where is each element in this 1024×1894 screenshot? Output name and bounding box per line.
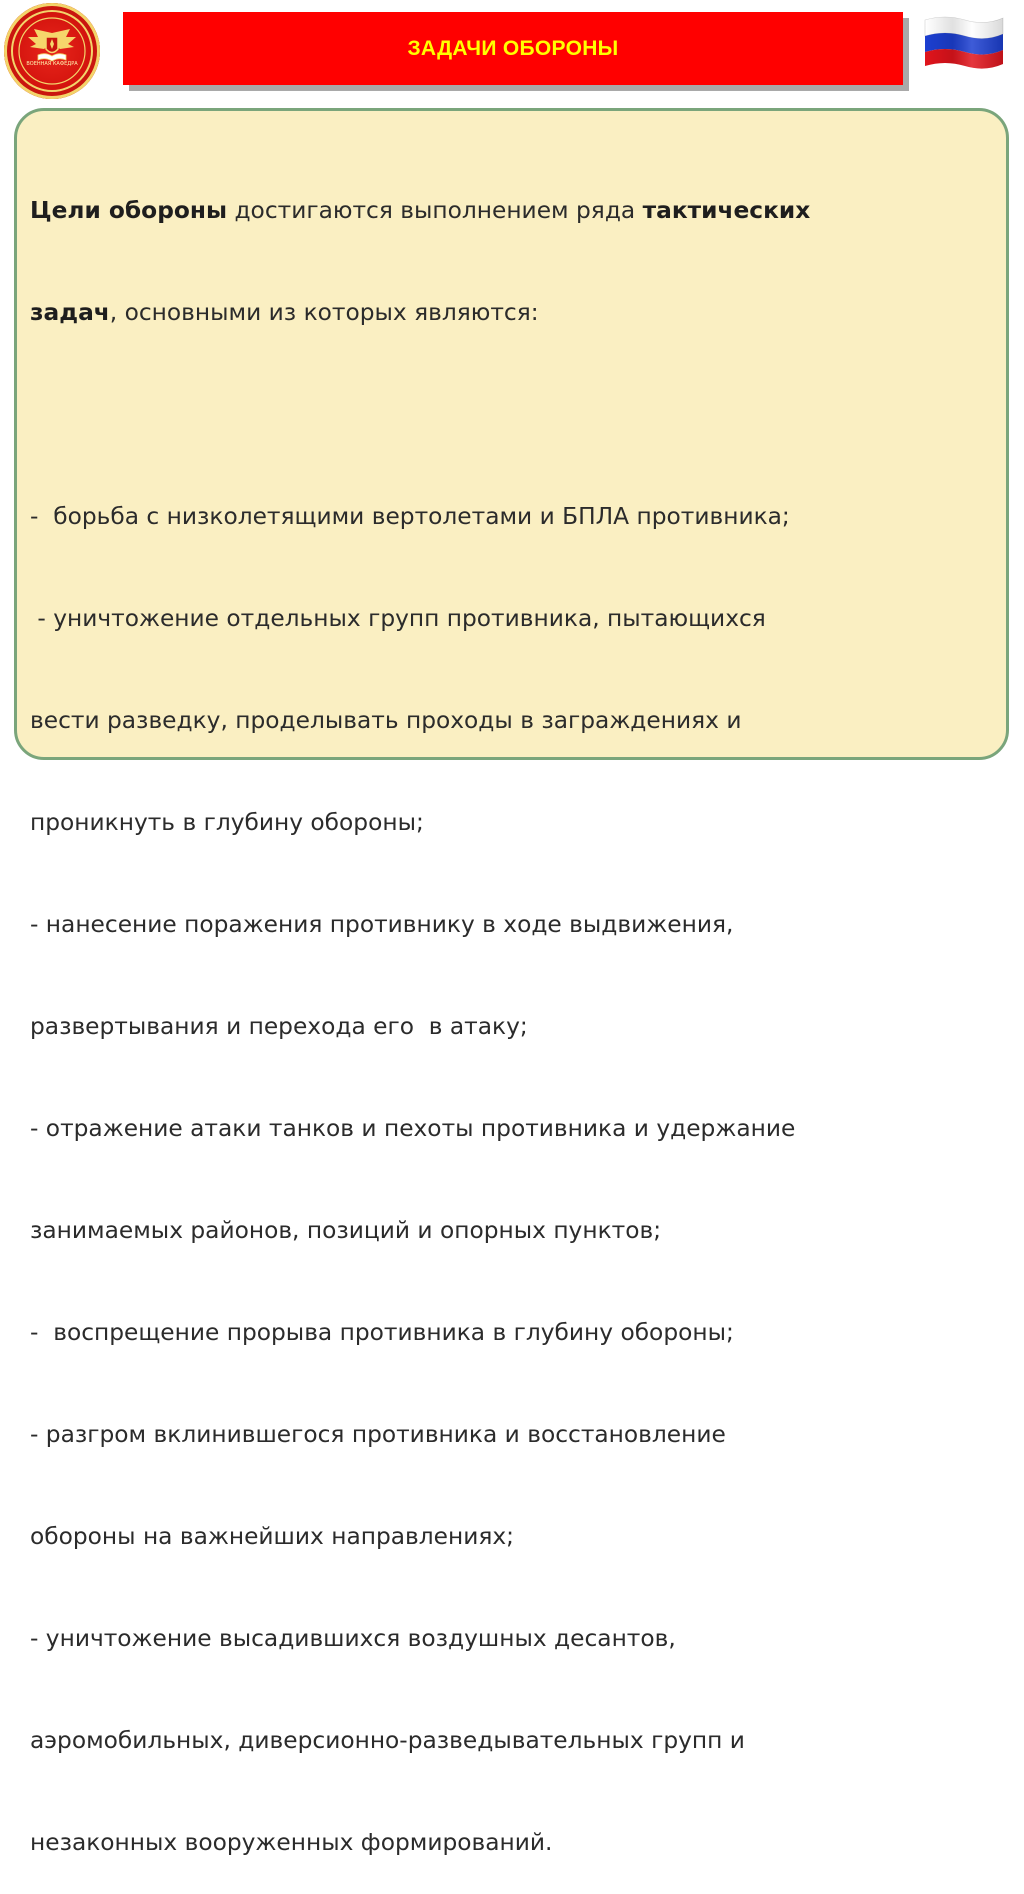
list-item: проникнуть в глубину обороны; <box>30 809 424 836</box>
title-bar <box>123 12 903 85</box>
list-item: незаконных вооруженных формирований. <box>30 1829 553 1856</box>
list-item: - отражение атаки танков и пехоты противника и удержание <box>30 1115 796 1142</box>
list-item: - борьба с низколетящими вертолетами и БПЛА противника; <box>30 503 790 530</box>
list-item: вести разведку, проделывать проходы в заграждениях и <box>30 707 742 734</box>
page-title: ЗАДАЧИ ОБОРОНЫ <box>407 36 619 60</box>
spacer <box>30 398 990 432</box>
list-item: развертывания и перехода его в атаку; <box>30 1013 528 1040</box>
list-item: - нанесение поражения противнику в ходе выдвижения, <box>30 911 734 938</box>
list-item: занимаемых районов, позиций и опорных пунктов; <box>30 1217 662 1244</box>
military-emblem-icon <box>4 3 100 99</box>
emblem-caption: ВОЕННАЯ КАФЕДРА <box>26 61 78 67</box>
list-item: аэромобильных, диверсионно-разведывательных групп и <box>30 1727 745 1754</box>
russian-flag-icon <box>923 12 1005 67</box>
content-text <box>30 126 990 1894</box>
emblem-graphic <box>4 3 100 99</box>
list-item: - воспрещение прорыва противника в глубину обороны; <box>30 1319 734 1346</box>
intro-bold-tactical: тактических <box>642 197 811 224</box>
intro-text-end: , основными из которых являются: <box>109 299 539 326</box>
list-item: - разгром вклинившегося противника и восстановление <box>30 1421 726 1448</box>
list-item: - уничтожение отдельных групп противника, пытающихся <box>30 605 766 632</box>
list-item: обороны на важнейших направлениях; <box>30 1523 514 1550</box>
intro-line-2 <box>30 296 990 330</box>
intro-bold-goals: Цели обороны <box>30 197 228 224</box>
list-item: - уничтожение высадившихся воздушных десантов, <box>30 1625 676 1652</box>
intro-text: достигаются выполнением ряда <box>227 197 643 224</box>
intro-line-1 <box>30 194 990 228</box>
intro-bold-tasks: задач <box>30 299 110 326</box>
